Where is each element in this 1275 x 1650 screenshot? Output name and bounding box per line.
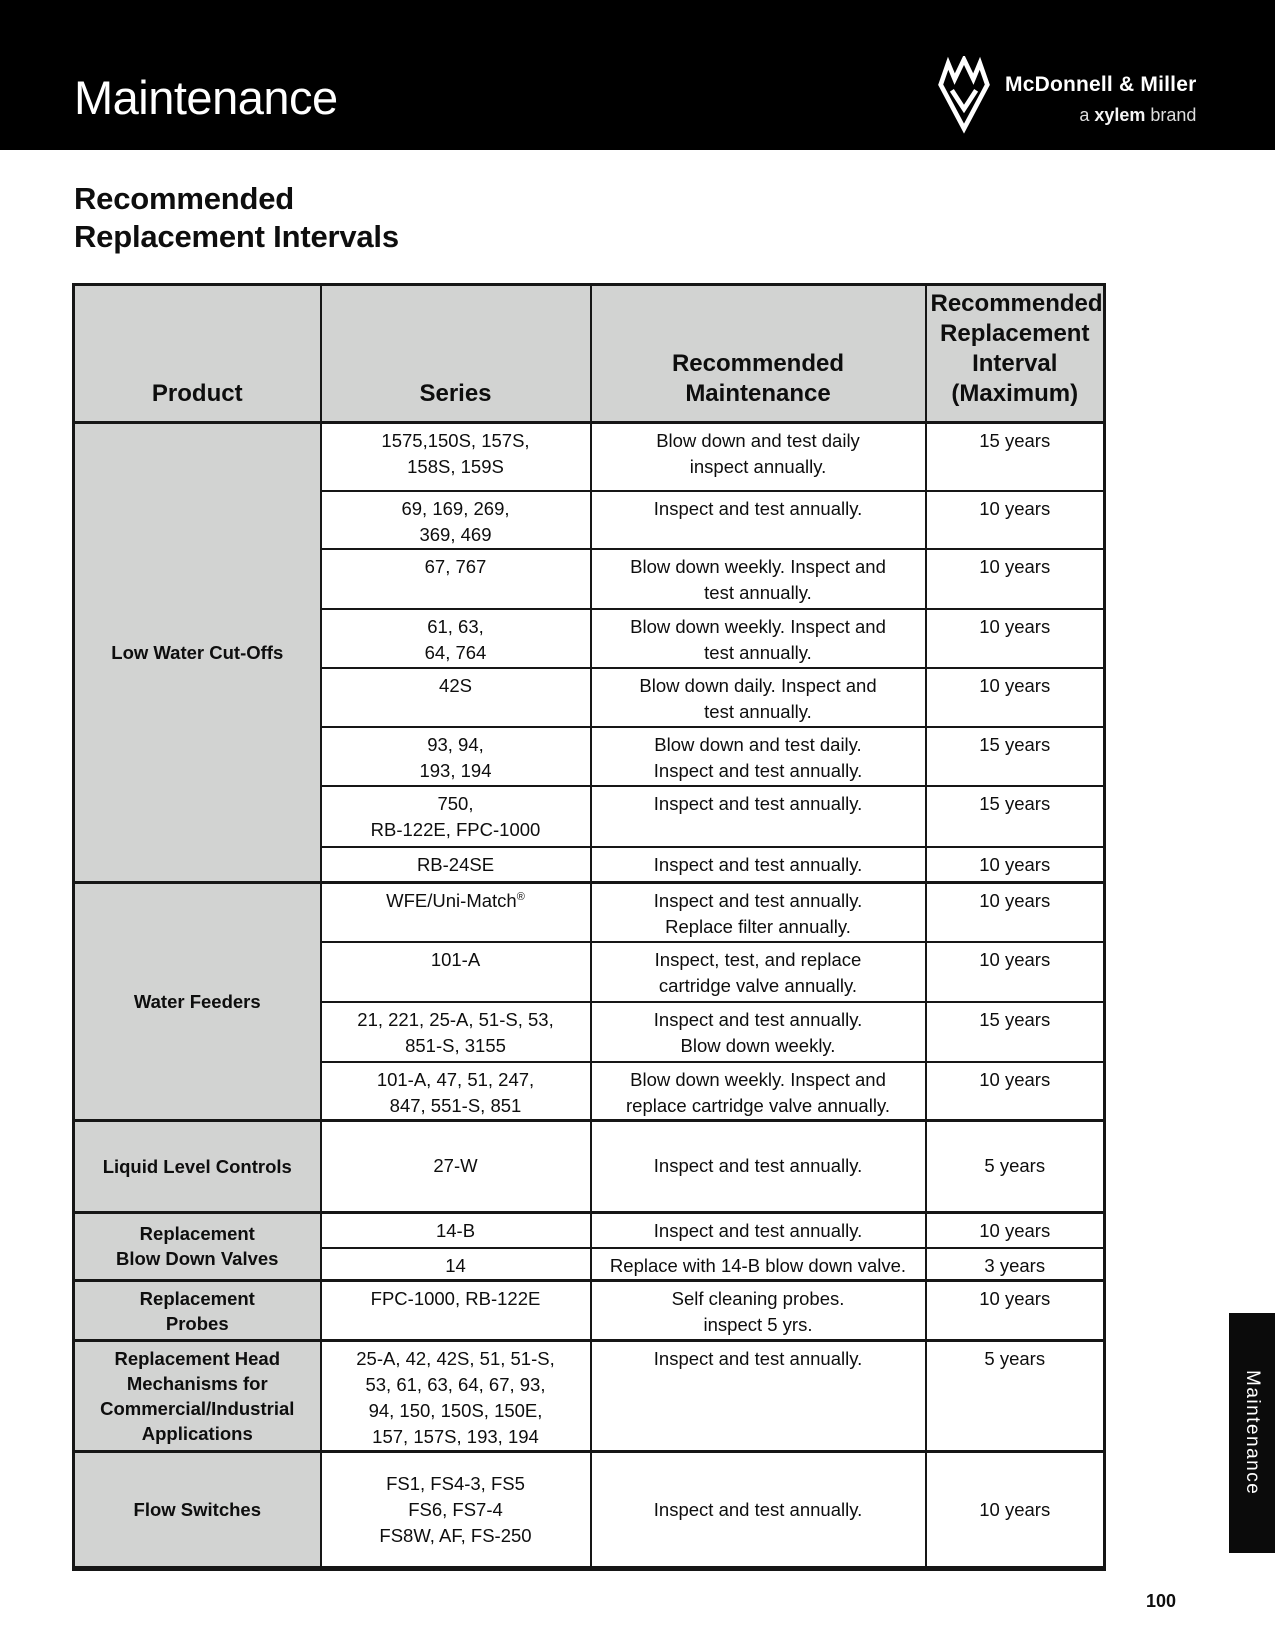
maintenance-cell: Self cleaning probes. inspect 5 yrs.: [591, 1281, 926, 1341]
interval-cell: 5 years: [926, 1120, 1105, 1212]
side-tab-maintenance: [1229, 1313, 1275, 1553]
column-header-recommended: Recommended Maintenance: [591, 285, 926, 423]
table-row: [74, 1281, 1105, 1341]
interval-cell: 10 years: [926, 491, 1105, 549]
product-cell: Liquid Level Controls: [74, 1120, 321, 1212]
interval-cell: 5 years: [926, 1341, 1105, 1452]
product-cell: Replacement Blow Down Valves: [74, 1212, 321, 1281]
series-cell: 21, 221, 25-A, 51-S, 53, 851-S, 3155: [321, 1002, 591, 1062]
brand-logo: [936, 56, 1196, 134]
table-body: [74, 423, 1105, 1569]
column-header-product: Product: [74, 285, 321, 423]
page-number: 100: [1146, 1591, 1177, 1611]
series-cell: 93, 94, 193, 194: [321, 727, 591, 786]
series-cell: 1575,150S, 157S, 158S, 159S: [321, 423, 591, 491]
maintenance-cell: Inspect and test annually.: [591, 491, 926, 549]
interval-cell: 10 years: [926, 668, 1105, 727]
interval-cell: 10 years: [926, 942, 1105, 1002]
interval-cell: 10 years: [926, 847, 1105, 883]
page-title: Maintenance: [74, 71, 338, 124]
brand-name: McDonnell & Miller: [1005, 73, 1197, 96]
brand-tagline-brand: brand: [1145, 105, 1197, 125]
brand-tagline: [1079, 105, 1196, 126]
series-cell: RB-24SE: [321, 847, 591, 883]
series-cell: 750, RB-122E, FPC-1000: [321, 786, 591, 847]
series-cell: 67, 767: [321, 549, 591, 609]
mcdonnell-miller-logo-icon: [936, 56, 992, 134]
table-row: [74, 1452, 1105, 1569]
interval-cell: 10 years: [926, 1281, 1105, 1341]
product-cell: Replacement Head Mechanisms for Commercial/Industrial Applications: [74, 1341, 321, 1452]
replacement-intervals-table-container: [72, 283, 1106, 1571]
maintenance-cell: Inspect and test annually. Blow down weekly.: [591, 1002, 926, 1062]
table-row: [74, 1341, 1105, 1452]
series-cell: 25-A, 42, 42S, 51, 51-S, 53, 61, 63, 64, 67, 93, 94, 150, 150S, 150E, 157, 157S, 193, 194: [321, 1341, 591, 1452]
column-header-series: Series: [321, 285, 591, 423]
maintenance-cell: Blow down daily. Inspect and test annually.: [591, 668, 926, 727]
maintenance-cell: Inspect and test annually.: [591, 786, 926, 847]
interval-cell: 3 years: [926, 1248, 1105, 1281]
top-banner: [0, 0, 1275, 150]
interval-cell: 15 years: [926, 727, 1105, 786]
series-cell: 42S: [321, 668, 591, 727]
replacement-intervals-table: [72, 283, 1106, 1571]
brand-tagline-xylem: xylem: [1094, 105, 1146, 125]
series-cell: 69, 169, 269, 369, 469: [321, 491, 591, 549]
interval-cell: 15 years: [926, 423, 1105, 491]
series-cell: 61, 63, 64, 764: [321, 609, 591, 668]
maintenance-cell: Inspect and test annually.: [591, 847, 926, 883]
table-header-row: [74, 285, 1105, 423]
product-cell: Flow Switches: [74, 1452, 321, 1569]
section-title-line-1: Recommended: [74, 181, 295, 216]
interval-cell: 10 years: [926, 609, 1105, 668]
series-cell: WFE/Uni-Match®: [321, 883, 591, 942]
series-cell: 14-B: [321, 1212, 591, 1248]
product-cell: Replacement Probes: [74, 1281, 321, 1341]
column-header-recommended: Recommended Replacement Interval (Maximum): [926, 285, 1105, 423]
table-header: [74, 285, 1105, 423]
interval-cell: 10 years: [926, 1212, 1105, 1248]
brand-text: [1005, 56, 1196, 126]
maintenance-cell: Blow down weekly. Inspect and test annually.: [591, 609, 926, 668]
side-tab-label: Maintenance: [1242, 1370, 1263, 1496]
brand-tagline-a: a: [1079, 105, 1095, 125]
series-cell: 101-A: [321, 942, 591, 1002]
interval-cell: 15 years: [926, 786, 1105, 847]
product-cell: Low Water Cut-Offs: [74, 423, 321, 883]
maintenance-cell: Inspect and test annually.: [591, 1341, 926, 1452]
interval-cell: 10 years: [926, 549, 1105, 609]
maintenance-cell: Blow down and test daily inspect annually.: [591, 423, 926, 491]
interval-cell: 10 years: [926, 1452, 1105, 1569]
section-title-line-2: Replacement Intervals: [74, 219, 399, 254]
maintenance-cell: Inspect and test annually.: [591, 1212, 926, 1248]
maintenance-cell: Replace with 14-B blow down valve.: [591, 1248, 926, 1281]
series-cell: 101-A, 47, 51, 247, 847, 551-S, 851: [321, 1062, 591, 1121]
series-cell: FPC-1000, RB-122E: [321, 1281, 591, 1341]
product-cell: Water Feeders: [74, 883, 321, 1121]
section-title: [74, 180, 399, 256]
series-cell: 14: [321, 1248, 591, 1281]
table-row: [74, 883, 1105, 942]
series-cell: 27-W: [321, 1120, 591, 1212]
maintenance-cell: Blow down weekly. Inspect and test annually.: [591, 549, 926, 609]
maintenance-cell: Inspect, test, and replace cartridge valve annually.: [591, 942, 926, 1002]
maintenance-cell: Blow down weekly. Inspect and replace cartridge valve annually.: [591, 1062, 926, 1121]
interval-cell: 15 years: [926, 1002, 1105, 1062]
interval-cell: 10 years: [926, 1062, 1105, 1121]
maintenance-cell: Inspect and test annually.: [591, 1452, 926, 1569]
maintenance-cell: Blow down and test daily. Inspect and test annually.: [591, 727, 926, 786]
maintenance-cell: Inspect and test annually.: [591, 1120, 926, 1212]
table-row: [74, 423, 1105, 491]
maintenance-cell: Inspect and test annually. Replace filter annually.: [591, 883, 926, 942]
series-cell: FS1, FS4-3, FS5 FS6, FS7-4 FS8W, AF, FS-250: [321, 1452, 591, 1569]
interval-cell: 10 years: [926, 883, 1105, 942]
table-row: [74, 1212, 1105, 1248]
table-row: [74, 1120, 1105, 1212]
